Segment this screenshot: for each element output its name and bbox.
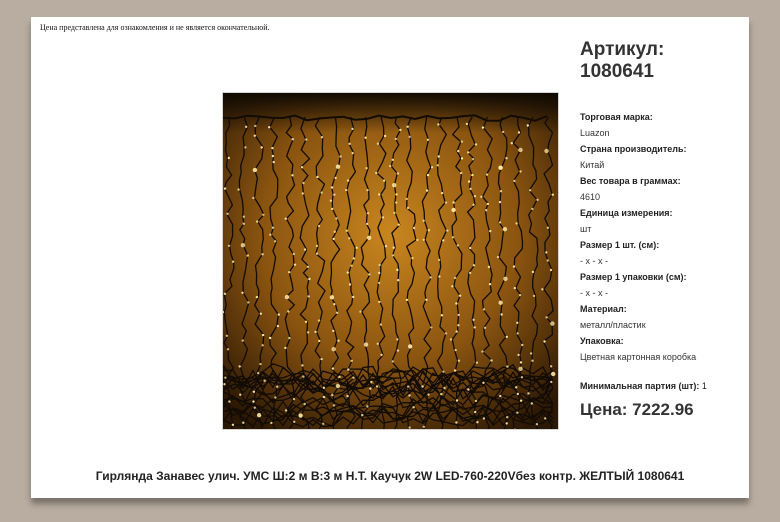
spec-value: металл/пластик xyxy=(580,320,646,330)
spec-value: - x - x - xyxy=(580,256,608,266)
min-order-label: Минимальная партия (шт): xyxy=(580,381,700,391)
price-disclaimer: Цена представлена для ознакомления и не является окончательной. xyxy=(40,23,270,32)
spec-label: Вес товара в граммах: xyxy=(580,176,681,186)
spec-value: Китай xyxy=(580,160,605,170)
spec-label: Материал: xyxy=(580,304,627,314)
catalog-sheet xyxy=(31,17,749,498)
product-info xyxy=(580,39,745,420)
spec-label: Торговая марка: xyxy=(580,112,653,122)
min-order xyxy=(580,378,745,394)
spec-value: - x - x - xyxy=(580,288,608,298)
product-photo xyxy=(222,92,559,430)
spec-label: Страна производитель: xyxy=(580,144,687,154)
spec-value: шт xyxy=(580,224,592,234)
spec-value: Luazon xyxy=(580,128,610,138)
garland-photo xyxy=(223,93,558,429)
spec-list xyxy=(580,109,745,365)
spec-label: Размер 1 шт. (см): xyxy=(580,240,660,250)
spec-label: Упаковка: xyxy=(580,336,624,346)
price: Цена: 7222.96 xyxy=(580,400,694,419)
article-label: Артикул: xyxy=(580,39,665,60)
spec-value: Цветная картонная коробка xyxy=(580,352,697,362)
spec-label: Размер 1 упаковки (см): xyxy=(580,272,687,282)
spec-label: Единица измерения: xyxy=(580,208,673,218)
spec-value: 4610 xyxy=(580,192,601,202)
article-number: 1080641 xyxy=(580,61,654,82)
min-order-value: 1 xyxy=(701,381,707,391)
product-title: Гирлянда Занавес улич. УМС Ш:2 м В:3 м Н.Т. Каучук 2W LED-760-220Vбез контр. ЖЕЛТЫЙ 1080641 xyxy=(95,469,685,483)
